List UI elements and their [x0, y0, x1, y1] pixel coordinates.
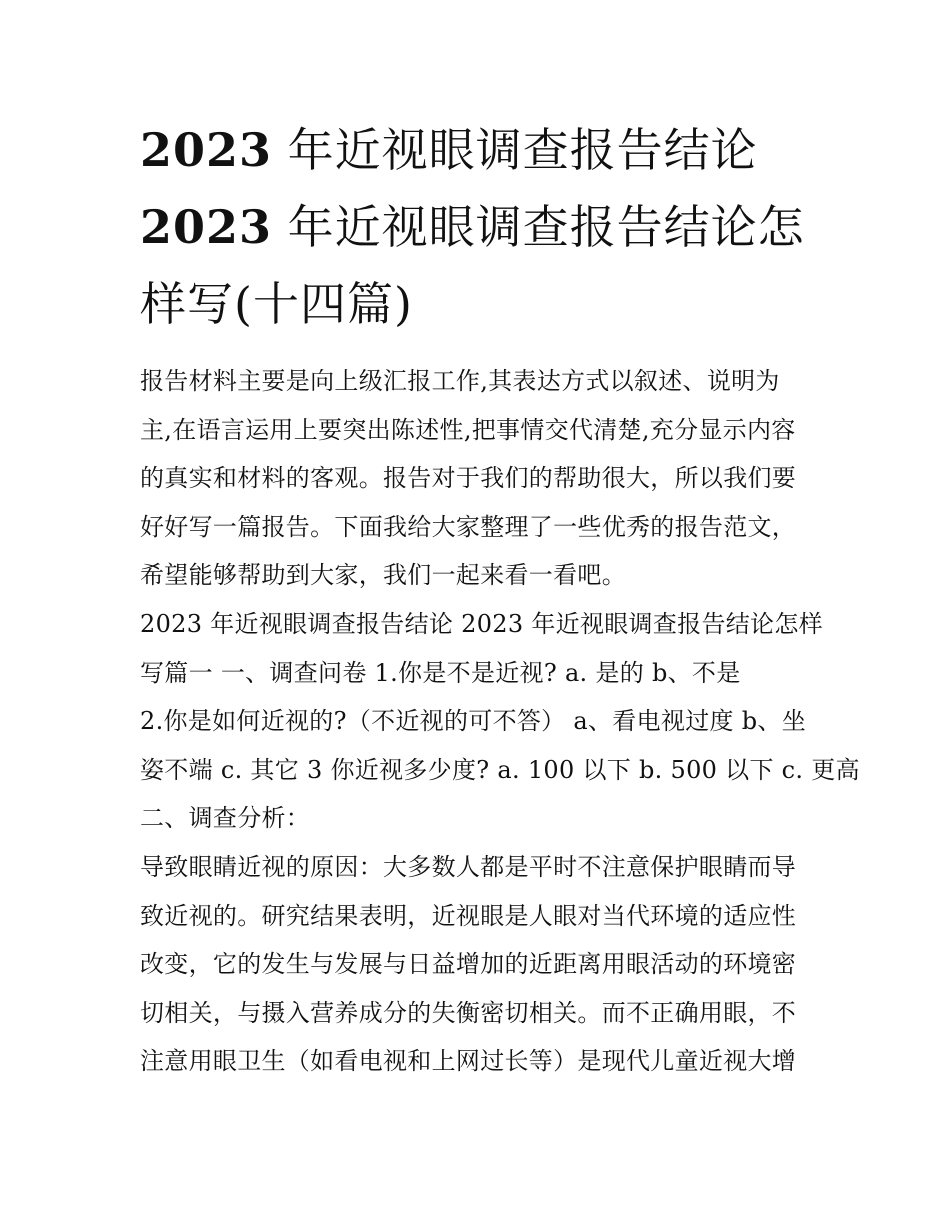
text-line: 2.你是如何近视的?（不近视的可不答） a、看电视过度 b、坐 [140, 707, 806, 736]
text-line: 导致眼睛近视的原因：大多数人都是平时不注意保护眼睛而导 [140, 852, 797, 881]
document-title [140, 112, 815, 343]
title-year: 2023 [140, 200, 273, 254]
text-line: 希望能够帮助到大家，我们一起来看一看吧。 [140, 561, 626, 590]
text-line: 切相关，与摄入营养成分的失衡密切相关。而不正确用眼，不 [140, 998, 797, 1027]
title-year: 2023 [140, 123, 273, 177]
survey-paragraph [140, 600, 860, 794]
text-line: 好好写一篇报告。下面我给大家整理了一些优秀的报告范文， [140, 512, 797, 541]
text-line: 致近视的。研究结果表明，近视眼是人眼对当代环境的适应性 [140, 901, 797, 930]
text-line: 2023 年近视眼调查报告结论 2023 年近视眼调查报告结论怎样 [140, 609, 823, 638]
text-line: 的真实和材料的客观。报告对于我们的帮助很大，所以我们要 [140, 464, 797, 493]
text-line: 改变，它的发生与发展与日益增加的近距离用眼活动的环境密 [140, 950, 797, 979]
title-line [140, 112, 815, 189]
title-text: 样写(十四篇) [140, 277, 413, 331]
intro-paragraph [140, 357, 815, 600]
title-text: 年近视眼调查报告结论 [272, 123, 758, 177]
text-line: 写篇一 一、调查问卷 1.你是不是近视? a. 是的 b、不是 [140, 658, 741, 687]
text-line: 二、调查分析： [140, 804, 311, 833]
title-line [140, 189, 815, 266]
title-line [140, 266, 815, 343]
text-line: 报告材料主要是向上级汇报工作,其表达方式以叙述、说明为 [140, 367, 780, 395]
text-line: 主,在语言运用上要突出陈述性,把事情交代清楚,充分显示内容 [140, 415, 796, 444]
analysis-paragraph [140, 843, 815, 1086]
document-page [140, 112, 860, 1086]
section-heading [140, 794, 815, 843]
text-line: 姿不端 c. 其它 3 你近视多少度? a. 100 以下 b. 500 以下 c. 更高 [140, 755, 860, 784]
title-text: 年近视眼调查报告结论怎 [272, 200, 805, 254]
text-line: 注意用眼卫生（如看电视和上网过长等）是现代儿童近视大增 [140, 1047, 797, 1076]
